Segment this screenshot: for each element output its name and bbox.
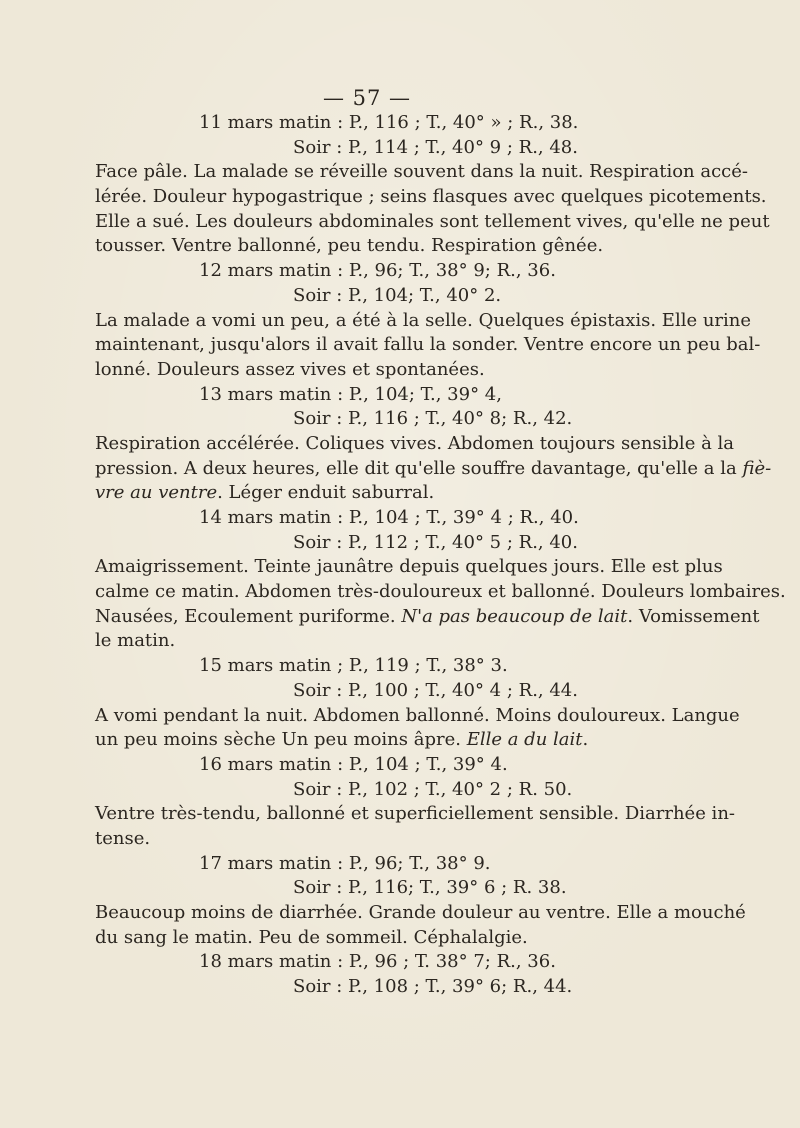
text-line [95, 728, 715, 753]
line-text: Amaigrissement. Teinte jaunâtre depuis quelques jours. Elle est plus [95, 556, 723, 578]
line-text: Soir : P., 104; T., 40° 2. [293, 284, 502, 306]
vitals-morning-line [95, 259, 715, 284]
emphasized-text: Elle a du lait [466, 729, 583, 751]
vitals-morning-line [95, 654, 715, 679]
line-text: lérée. Douleur hypogastrique ; seins flasques avec quelques picotements. [95, 186, 767, 208]
line-text: 18 mars matin : P., 96 ; T. 38° 7; R., 36. [199, 951, 556, 973]
text-line [95, 555, 723, 580]
vitals-evening-line [95, 284, 715, 309]
line-text: Soir : P., 108 ; T., 39° 6; R., 44. [293, 976, 573, 998]
vitals-evening-line [95, 778, 715, 803]
vitals-evening-line [95, 407, 715, 432]
line-text: du sang le matin. Peu de sommeil. Céphalalgie. [95, 926, 528, 948]
line-text: 15 mars matin ; P., 119 ; T., 38° 3. [199, 655, 508, 677]
text-line [95, 481, 715, 506]
vitals-morning-line [95, 950, 715, 975]
line-text: 16 mars matin : P., 104 ; T., 39° 4. [199, 753, 508, 775]
line-text: Nausées, Ecoulement puriforme. [95, 605, 402, 627]
line-text: lonné. Douleurs assez vives et spontanées. [95, 358, 485, 380]
line-text: Beaucoup moins de diarrhée. Grande douleur au ventre. Elle a mouché [95, 902, 746, 923]
vitals-morning-line [95, 506, 715, 531]
vitals-evening-line [95, 679, 715, 704]
vitals-evening-line [95, 136, 715, 161]
text-line [95, 309, 752, 334]
vitals-evening-line [95, 876, 715, 901]
vitals-morning-line [95, 383, 715, 408]
text-line [95, 185, 767, 210]
emphasized-text: fiè- [742, 457, 772, 479]
line-text: . Vomissement [627, 605, 760, 627]
text-line [95, 580, 786, 605]
text-line [95, 802, 735, 827]
emphasized-text: vre au ventre [95, 482, 218, 504]
line-text: Soir : P., 116; T., 39° 6 ; R. 38. [293, 877, 567, 899]
vitals-evening-line [95, 975, 715, 1000]
line-text: 13 mars matin : P., 104; T., 39° 4, [199, 383, 502, 405]
text-line [95, 160, 748, 185]
line-text: . [582, 729, 589, 751]
emphasized-text: N'a pas beaucoup de lait [401, 605, 628, 627]
text-line [95, 704, 740, 729]
line-text: A vomi pendant la nuit. Abdomen ballonné. Moins douloureux. Langue [95, 704, 740, 726]
line-text: Soir : P., 114 ; T., 40° 9 ; R., 48. [293, 136, 578, 158]
text-line [95, 333, 761, 358]
line-text: pression. A deux heures, elle dit qu'elle souffre davantage, qu'elle a la [95, 457, 743, 479]
vitals-morning-line [95, 111, 715, 136]
text-line [95, 827, 715, 852]
text-line [95, 457, 772, 482]
line-text: le matin. [95, 630, 176, 652]
line-text: 11 mars matin : P., 116 ; T., 40° » ; R., 38. [199, 112, 579, 133]
text-line [95, 901, 746, 926]
line-text: Soir : P., 102 ; T., 40° 2 ; R. 50. [293, 778, 573, 800]
line-text: Face pâle. La malade se réveille souvent dans la nuit. Respiration accé- [95, 161, 748, 183]
line-text: Soir : P., 116 ; T., 40° 8; R., 42. [293, 408, 573, 430]
line-text: tense. [95, 827, 151, 849]
text-line [95, 358, 715, 383]
line-text: . Léger enduit saburral. [217, 482, 435, 504]
vitals-morning-line [95, 753, 715, 778]
vitals-evening-line [95, 531, 715, 556]
line-text: un peu moins sèche Un peu moins âpre. [95, 729, 467, 751]
text-line [95, 432, 735, 457]
line-text: tousser. Ventre ballonné, peu tendu. Respiration gênée. [95, 235, 604, 257]
text-line [95, 234, 715, 259]
vitals-morning-line [95, 852, 715, 877]
line-text: Ventre très-tendu, ballonné et superficiellement sensible. Diarrhée in- [95, 803, 735, 825]
body-text [95, 111, 786, 1000]
line-text: La malade a vomi un peu, a été à la selle. Quelques épistaxis. Elle urine [95, 309, 752, 331]
line-text: calme ce matin. Abdomen très-douloureux et ballonné. Douleurs lombaires. [95, 581, 786, 603]
line-text: 12 mars matin : P., 96; T., 38° 9; R., 36. [199, 260, 556, 282]
line-text: maintenant, jusqu'alors il avait fallu la sonder. Ventre encore un peu bal- [95, 334, 761, 356]
text-line [95, 629, 715, 654]
line-text: Soir : P., 112 ; T., 40° 5 ; R., 40. [293, 531, 578, 553]
page-number: — 57 — [322, 86, 412, 110]
line-text: Respiration accélérée. Coliques vives. Abdomen toujours sensible à la [95, 432, 735, 454]
line-text: Elle a sué. Les douleurs abdominales sont tellement vives, qu'elle ne peut [95, 210, 770, 232]
line-text: 17 mars matin : P., 96; T., 38° 9. [199, 852, 491, 874]
line-text: 14 mars matin : P., 104 ; T., 39° 4 ; R., 40. [199, 507, 579, 528]
line-text: Soir : P., 100 ; T., 40° 4 ; R., 44. [293, 679, 578, 701]
text-line [95, 210, 770, 235]
text-line [95, 926, 715, 951]
text-line [95, 605, 760, 630]
